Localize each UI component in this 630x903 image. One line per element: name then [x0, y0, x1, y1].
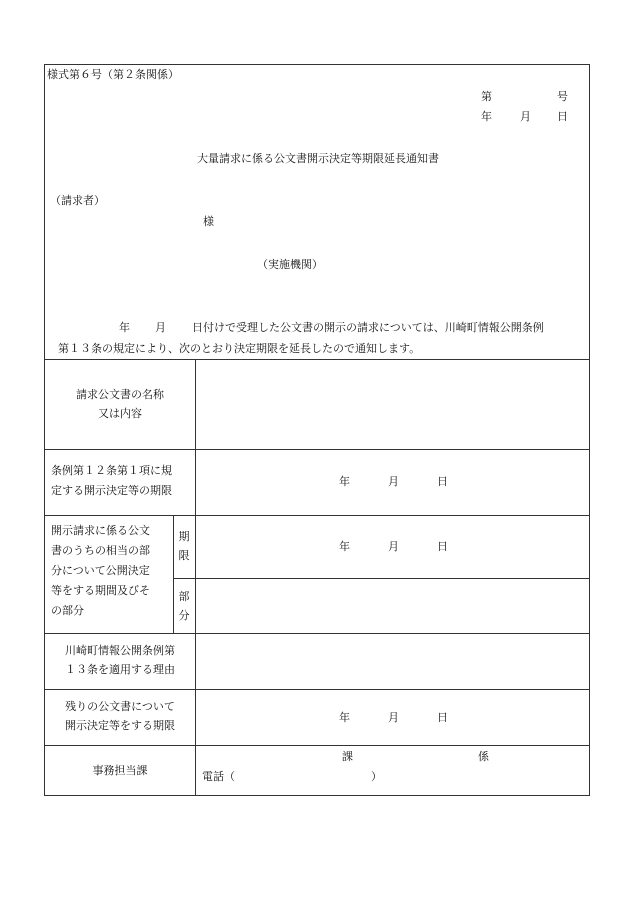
- sub-row-divider: [173, 578, 589, 579]
- row-divider: [45, 633, 589, 634]
- responsible-section-label: 事務担当課: [92, 764, 148, 777]
- statutory-deadline-day: 日: [437, 475, 448, 488]
- row-divider: [45, 515, 589, 516]
- partial-period-label: 期 限: [178, 530, 190, 562]
- column-divider: [195, 359, 196, 796]
- partial-decision-label: 開示請求に係る公文 書のうちの相当の部 分について公開決定 等をする期間及びそ の部分: [51, 524, 150, 617]
- row-divider: [45, 449, 589, 450]
- notice-body-line1: 日付けで受理した公文書の開示の請求については、川崎町情報公開条例: [192, 321, 544, 334]
- phone-label-close: ）: [371, 770, 382, 783]
- issue-date-month: 月: [520, 110, 531, 123]
- partial-period-month: 月: [388, 540, 399, 553]
- document-number-suffix: 号: [557, 90, 568, 103]
- remaining-deadline-month: 月: [388, 711, 399, 724]
- document-title: 大量請求に係る公文書開示決定等期限延長通知書: [197, 152, 439, 165]
- partial-period-year: 年: [339, 540, 350, 553]
- phone-label-open: 電話（: [202, 770, 235, 783]
- statutory-deadline-year: 年: [339, 475, 350, 488]
- requester-label: （請求者）: [50, 194, 105, 207]
- section-unit-label: 課: [342, 750, 353, 763]
- partial-part-label: 部 分: [178, 590, 190, 622]
- form-frame: [44, 64, 590, 796]
- form-number: 様式第６号（第２条関係）: [47, 68, 179, 81]
- notice-body-line2: 第１３条の規定により、次のとおり決定期限を延長したので通知します。: [58, 342, 421, 355]
- row-divider: [45, 689, 589, 690]
- issue-date-year: 年: [481, 110, 492, 123]
- receipt-year: 年: [119, 321, 130, 334]
- statutory-deadline-label: 条例第１２条第１項に規 定する開示決定等の期限: [51, 464, 172, 497]
- remaining-deadline-day: 日: [437, 711, 448, 724]
- table-top-border: [45, 359, 589, 360]
- row-divider: [45, 745, 589, 746]
- requested-document-label: 請求公文書の名称 又は内容: [76, 388, 164, 420]
- requester-honorific: 様: [203, 215, 214, 228]
- remaining-deadline-label: 残りの公文書について 開示決定等をする期限: [65, 700, 175, 732]
- statutory-deadline-month: 月: [388, 475, 399, 488]
- agency-label: （実施機関）: [257, 258, 323, 271]
- remaining-deadline-year: 年: [339, 711, 350, 724]
- partial-period-day: 日: [437, 540, 448, 553]
- staff-unit-label: 係: [478, 750, 489, 763]
- issue-date-day: 日: [557, 110, 568, 123]
- article-13-reason-label: 川崎町情報公開条例第 １３条を適用する理由: [65, 644, 175, 676]
- receipt-month: 月: [155, 321, 166, 334]
- document-number-prefix: 第: [481, 90, 492, 103]
